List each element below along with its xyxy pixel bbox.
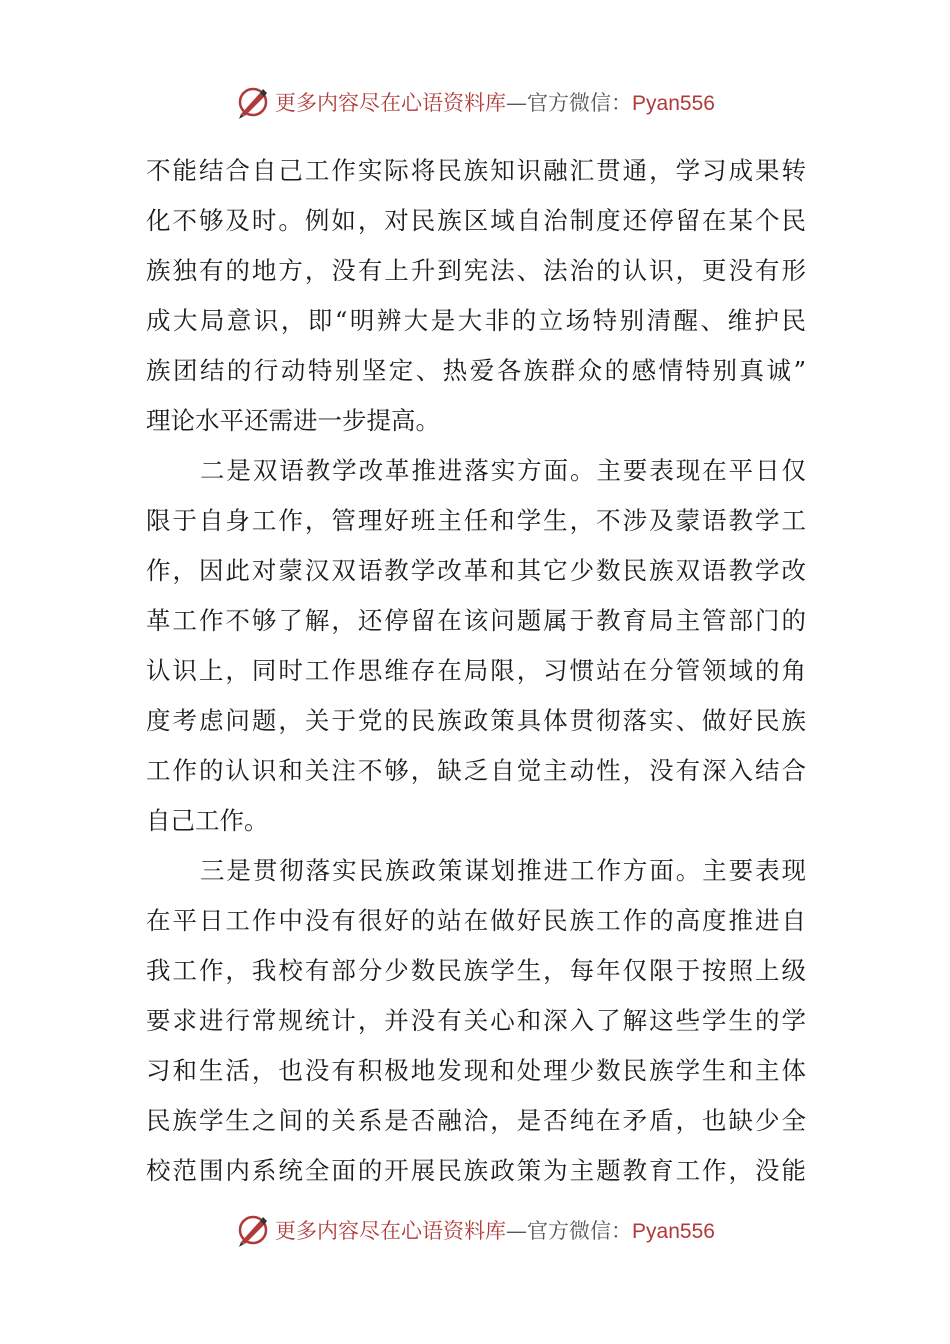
body-line: 我工作，我校有部分少数民族学生，每年仅限于按照上级 xyxy=(146,956,806,985)
footer-banner-text xyxy=(275,1215,715,1245)
document-body xyxy=(146,146,806,1196)
body-line: 成大局意识，即“明辨大是大非的立场特别清醒、维护民 xyxy=(146,306,806,335)
paragraph-start-line: 三是贯彻落实民族政策谋划推进工作方面。主要表现 xyxy=(200,856,806,885)
paragraph-start-line: 二是双语教学改革推进落实方面。主要表现在平日仅 xyxy=(200,456,806,485)
footer-banner-dash: — xyxy=(506,1219,528,1243)
body-line: 认识上，同时工作思维存在局限，习惯站在分管领域的角 xyxy=(146,656,806,685)
body-line: 校范围内系统全面的开展民族政策为主题教育工作，没能 xyxy=(146,1156,806,1185)
header-banner-text xyxy=(275,87,715,117)
body-line: 在平日工作中没有很好的站在做好民族工作的高度推进自 xyxy=(146,906,806,935)
body-line: 度考虑问题，关于党的民族政策具体贯彻落实、做好民族 xyxy=(146,706,806,735)
footer-wechat-id: Pyan556 xyxy=(632,1220,715,1243)
body-line: 不能结合自己工作实际将民族知识融汇贯通，学习成果转 xyxy=(146,156,806,185)
footer-banner-main: 更多内容尽在心语资料库 xyxy=(275,1219,507,1243)
body-line: 革工作不够了解，还停留在该问题属于教育局主管部门的 xyxy=(146,606,806,635)
pen-logo-icon xyxy=(235,1212,271,1248)
header-banner-main: 更多内容尽在心语资料库 xyxy=(275,91,507,115)
header-banner-dash: — xyxy=(506,91,528,115)
body-line: 民族学生之间的关系是否融洽，是否纯在矛盾，也缺少全 xyxy=(146,1106,806,1135)
body-line: 习和生活，也没有积极地发现和处理少数民族学生和主体 xyxy=(146,1056,806,1085)
pen-logo-icon xyxy=(235,84,271,120)
body-line: 工作的认识和关注不够，缺乏自觉主动性，没有深入结合 xyxy=(146,756,806,785)
body-line: 要求进行常规统计，并没有关心和深入了解这些学生的学 xyxy=(146,1006,806,1035)
body-line: 理论水平还需进一步提高。 xyxy=(146,406,440,435)
header-wechat-id: Pyan556 xyxy=(632,92,715,115)
body-line: 族独有的地方，没有上升到宪法、法治的认识，更没有形 xyxy=(146,256,806,285)
body-line: 族团结的行动特别坚定、热爱各族群众的感情特别真诚” xyxy=(146,356,806,385)
footer-wechat-label: 官方微信： xyxy=(527,1219,633,1243)
body-line: 化不够及时。例如，对民族区域自治制度还停留在某个民 xyxy=(146,206,806,235)
header-wechat-label: 官方微信： xyxy=(527,91,633,115)
body-line: 限于自身工作，管理好班主任和学生，不涉及蒙语教学工 xyxy=(146,506,806,535)
body-line: 作，因此对蒙汉双语教学改革和其它少数民族双语教学改 xyxy=(146,556,806,585)
header-banner xyxy=(0,82,950,122)
body-line: 自己工作。 xyxy=(146,806,269,835)
footer-banner xyxy=(0,1210,950,1250)
